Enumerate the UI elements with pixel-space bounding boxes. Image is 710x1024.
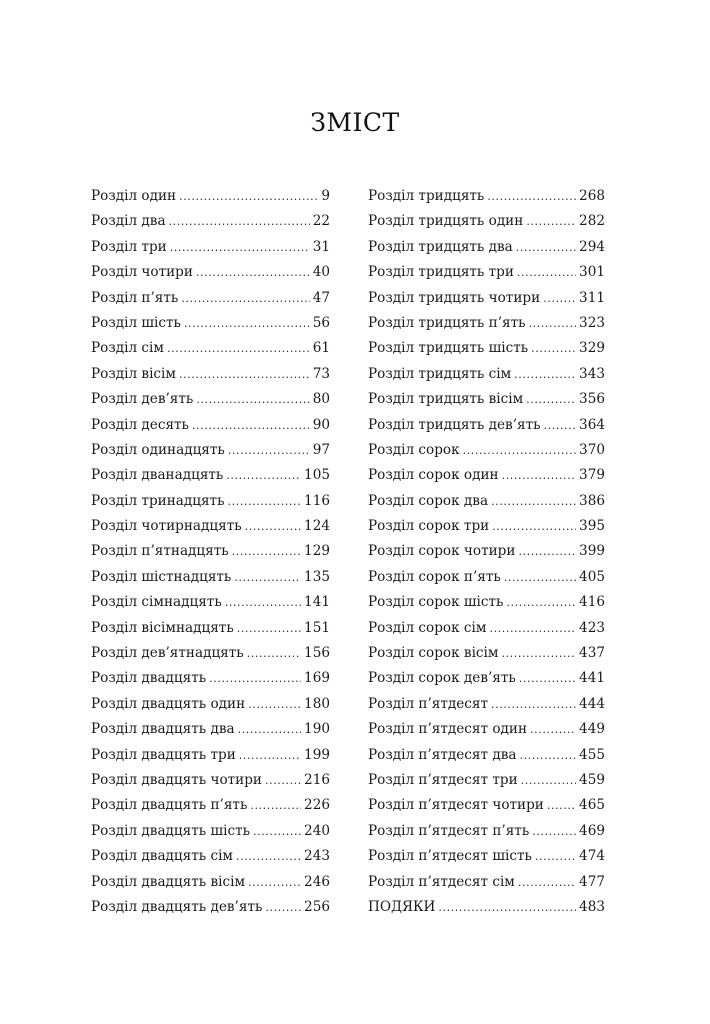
toc-entry-title: Розділ сімнадцять — [91, 594, 222, 611]
toc-entry-title: Розділ сорок дев’ять — [368, 670, 516, 687]
toc-entry-page-number: 56 — [312, 314, 330, 331]
toc-entry — [91, 260, 330, 285]
toc-entry — [368, 565, 605, 590]
toc-entry-page-number: 129 — [304, 543, 330, 560]
toc-entry — [91, 666, 330, 691]
toc-entry-page-number: 465 — [579, 797, 605, 814]
toc-entry-page-number: 116 — [304, 492, 330, 509]
toc-entry-title: Розділ двадцять дев’ять — [91, 898, 263, 915]
toc-entry — [91, 768, 330, 793]
toc-entry — [91, 717, 330, 742]
toc-entry — [368, 336, 605, 361]
toc-entry-title: Розділ шістнадцять — [91, 568, 232, 585]
toc-entry-page-number: 97 — [312, 441, 330, 458]
toc-entry-title: Розділ дев’ятнадцять — [91, 645, 244, 662]
dot-leader — [504, 565, 576, 590]
toc-entry-title: Розділ тридцять три — [368, 264, 514, 281]
dot-leader — [179, 362, 310, 387]
toc-entry-title: Розділ двадцять два — [91, 721, 235, 738]
toc-entry-page-number: 329 — [579, 340, 605, 357]
toc-entry-title: Розділ тридцять — [368, 188, 485, 204]
dot-leader — [514, 362, 576, 387]
toc-entry-title: Розділ сорок чотири — [368, 543, 516, 560]
toc-entry — [91, 235, 330, 260]
dot-leader — [519, 743, 576, 768]
toc-entry — [368, 616, 605, 641]
dot-leader — [487, 184, 576, 209]
toc-entry — [91, 286, 330, 311]
toc-entry-title: Розділ тридцять вісім — [368, 391, 524, 408]
dot-leader — [518, 870, 576, 895]
toc-entry-title: Розділ двадцять шість — [91, 822, 250, 839]
toc-entry — [91, 184, 330, 209]
dot-leader — [265, 768, 301, 793]
toc-entry-page-number: 469 — [579, 822, 605, 839]
toc-entry — [368, 311, 605, 336]
toc-entry-page-number: 483 — [579, 898, 605, 915]
toc-entry-title: Розділ двадцять один — [91, 695, 246, 712]
toc-entry-page-number: 477 — [579, 873, 605, 890]
toc-entry — [368, 641, 605, 666]
dot-leader — [531, 336, 576, 361]
toc-entry-title: Розділ одинадцять — [91, 441, 225, 458]
toc-entry-page-number: 22 — [312, 213, 330, 230]
dot-leader — [529, 311, 577, 336]
toc-entry — [91, 413, 330, 438]
toc-entry-page-number: 61 — [312, 340, 330, 357]
toc-entry-page-number: 370 — [579, 441, 605, 458]
toc-entry-page-number: 395 — [579, 518, 605, 535]
toc-entry-page-number: 246 — [304, 873, 330, 890]
toc-entry-title: Розділ п’ятдесят шість — [368, 848, 532, 865]
toc-entry-page-number: 474 — [579, 848, 605, 865]
toc-entry-title: Розділ п’ять — [91, 289, 179, 306]
dot-leader — [170, 235, 310, 260]
page-title: ЗМІСТ — [310, 108, 400, 137]
toc-entry-page-number: 243 — [304, 848, 330, 865]
toc-entry — [368, 768, 605, 793]
toc-entry-title: Розділ тридцять два — [368, 238, 513, 255]
toc-entry-page-number: 180 — [304, 695, 330, 712]
toc-entry-title: Розділ тридцять чотири — [368, 289, 541, 306]
toc-entry — [91, 616, 330, 641]
toc-entry-title: Розділ тридцять один — [368, 213, 524, 230]
toc-entry-page-number: 124 — [304, 518, 330, 535]
toc-entry — [368, 413, 605, 438]
toc-entry-page-number: 90 — [312, 416, 330, 433]
toc-entry-title: Розділ сорок три — [368, 518, 490, 535]
toc-entry — [368, 743, 605, 768]
toc-entry — [368, 387, 605, 412]
toc-entry-title: Розділ тридцять дев’ять — [368, 416, 541, 433]
toc-entry-page-number: 31 — [312, 238, 330, 255]
toc-entry-page-number: 156 — [304, 645, 330, 662]
dot-leader — [234, 565, 301, 590]
toc-entry-page-number: 199 — [304, 746, 330, 763]
dot-leader — [184, 311, 310, 336]
toc-entry-title: Розділ двадцять п’ять — [91, 797, 248, 814]
toc-entry-title: Розділ двадцять вісім — [91, 873, 246, 890]
toc-entry — [91, 743, 330, 768]
dot-leader — [501, 641, 576, 666]
toc-entry — [368, 184, 605, 209]
dot-leader — [530, 717, 576, 742]
dot-leader — [225, 590, 301, 615]
dot-leader — [247, 641, 301, 666]
dot-leader — [209, 666, 301, 691]
toc-entry — [368, 438, 605, 463]
toc-entry-page-number: 282 — [579, 213, 605, 230]
dot-leader — [226, 463, 301, 488]
toc-entry — [368, 819, 605, 844]
toc-entry-title: Розділ сім — [91, 340, 164, 357]
toc-entry-title: Розділ сорок один — [368, 467, 499, 484]
toc-entry-page-number: 416 — [579, 594, 605, 611]
dot-leader — [237, 616, 301, 641]
toc-entry-page-number: 311 — [579, 289, 605, 306]
toc-entry — [368, 895, 605, 920]
toc-entry-title: Розділ три — [91, 238, 167, 255]
toc-entry-page-number: 9 — [321, 188, 330, 204]
toc-entry-title: Розділ два — [91, 213, 166, 230]
toc-entry-title: Розділ двадцять чотири — [91, 771, 262, 788]
dot-leader — [521, 768, 576, 793]
toc-entry-title: Розділ сорок вісім — [368, 645, 499, 662]
toc-entry — [368, 844, 605, 869]
toc-entry — [91, 539, 330, 564]
toc-entry-title: Розділ вісім — [91, 365, 176, 382]
toc-entry-title: Розділ тридцять шість — [368, 340, 529, 357]
toc-entry-title: Розділ чотирнадцять — [91, 518, 242, 535]
dot-leader — [502, 463, 576, 488]
toc-entry-page-number: 399 — [579, 543, 605, 560]
toc-entry-title: Розділ п’ятдесят чотири — [368, 797, 544, 814]
toc-entry-page-number: 441 — [579, 670, 605, 687]
toc-entry-title: Розділ чотири — [91, 264, 193, 281]
toc-entry — [368, 362, 605, 387]
dot-leader — [227, 489, 301, 514]
dot-leader — [167, 336, 310, 361]
toc-entry-title: Розділ двадцять сім — [91, 848, 234, 865]
toc-entry-title: Розділ п’ятдесят один — [368, 721, 528, 738]
dot-leader — [250, 793, 301, 818]
dot-leader — [228, 438, 310, 463]
toc-entry — [91, 819, 330, 844]
toc-entry-page-number: 40 — [312, 264, 330, 281]
toc-entry — [368, 489, 605, 514]
toc-entry-page-number: 151 — [304, 619, 330, 636]
dot-leader — [535, 844, 576, 869]
toc-entry-page-number: 216 — [304, 771, 330, 788]
toc-entry-page-number: 423 — [579, 619, 605, 636]
toc-entry-page-number: 73 — [312, 365, 330, 382]
dot-leader — [181, 286, 309, 311]
toc-entry-page-number: 80 — [312, 391, 330, 408]
toc-entry-page-number: 386 — [579, 492, 605, 509]
toc-entry-title: Розділ п’ятдесят — [368, 695, 489, 712]
toc-entry — [91, 793, 330, 818]
toc-entry-page-number: 444 — [579, 695, 605, 712]
dot-leader — [519, 666, 576, 691]
toc-entry — [368, 514, 605, 539]
toc-entry-page-number: 301 — [579, 264, 605, 281]
toc-entry-title: Розділ п’ятдесят три — [368, 771, 518, 788]
toc-entry — [91, 438, 330, 463]
toc-entry — [91, 844, 330, 869]
dot-leader — [248, 870, 301, 895]
toc-entry — [91, 870, 330, 895]
dot-leader — [543, 286, 576, 311]
toc-entry-page-number: 190 — [304, 721, 330, 738]
toc-entry-page-number: 449 — [579, 721, 605, 738]
toc-entry-title: Розділ сорок шість — [368, 594, 504, 611]
dot-leader — [239, 743, 301, 768]
toc-entry — [368, 590, 605, 615]
toc-entry-title: Розділ тридцять сім — [368, 365, 512, 382]
toc-entry-page-number: 47 — [312, 289, 330, 306]
dot-leader — [169, 209, 310, 234]
dot-leader — [516, 235, 576, 260]
toc-entry — [91, 895, 330, 920]
toc-entry — [91, 362, 330, 387]
toc-entry — [368, 692, 605, 717]
toc-entry — [368, 793, 605, 818]
dot-leader — [532, 819, 576, 844]
dot-leader — [517, 260, 576, 285]
toc-entry-page-number: 437 — [579, 645, 605, 662]
toc-entry — [91, 641, 330, 666]
toc-entry-page-number: 135 — [304, 568, 330, 585]
toc-entry-title: Розділ тридцять п’ять — [368, 314, 526, 331]
toc-entry-page-number: 455 — [579, 746, 605, 763]
toc-entry-page-number: 105 — [304, 467, 330, 484]
dot-leader — [518, 539, 576, 564]
toc-entry — [368, 260, 605, 285]
dot-leader — [192, 413, 310, 438]
toc-entry — [368, 870, 605, 895]
toc-entry-title: Розділ п’ятнадцять — [91, 543, 229, 560]
toc-entry — [91, 311, 330, 336]
toc-entry-title: Розділ сорок два — [368, 492, 489, 509]
toc-entry-title: Розділ двадцять — [91, 670, 207, 687]
toc-entry-page-number: 356 — [579, 391, 605, 408]
toc-entry — [368, 539, 605, 564]
dot-leader — [245, 514, 301, 539]
toc-entry-page-number: 459 — [579, 771, 605, 788]
toc-entry-title: Розділ дев’ять — [91, 391, 194, 408]
toc-entry-title: Розділ сорок сім — [368, 619, 487, 636]
toc-entry-title: Розділ десять — [91, 416, 189, 433]
toc-entry-page-number: 169 — [304, 670, 330, 687]
toc-entry-title: Розділ тринадцять — [91, 492, 225, 509]
toc-entry-page-number: 240 — [304, 822, 330, 839]
toc-entry-page-number: 379 — [579, 467, 605, 484]
dot-leader — [491, 489, 576, 514]
dot-leader — [526, 209, 576, 234]
toc-entry — [368, 235, 605, 260]
toc-entry-page-number: 268 — [579, 188, 605, 204]
toc-entry — [368, 286, 605, 311]
dot-leader — [544, 413, 577, 438]
dot-leader — [491, 692, 576, 717]
toc-entry-page-number: 141 — [304, 594, 330, 611]
dot-leader — [438, 895, 576, 920]
toc-entry — [368, 463, 605, 488]
dot-leader — [265, 895, 301, 920]
toc-entry — [368, 209, 605, 234]
toc-entry-title: ПОДЯКИ — [368, 898, 436, 915]
dot-leader — [196, 387, 309, 412]
toc-entry — [91, 463, 330, 488]
toc-entry — [91, 590, 330, 615]
toc-entry — [91, 387, 330, 412]
dot-leader — [506, 590, 576, 615]
toc-entry — [91, 565, 330, 590]
toc-entry — [91, 336, 330, 361]
toc-entry-title: Розділ вісімнадцять — [91, 619, 234, 636]
dot-leader — [248, 692, 301, 717]
toc-entry-title: Розділ дванадцять — [91, 467, 224, 484]
toc-entry — [91, 692, 330, 717]
toc-entry-title: Розділ сорок — [368, 441, 460, 458]
toc-entry-page-number: 294 — [579, 238, 605, 255]
toc-entry — [91, 489, 330, 514]
dot-leader — [489, 616, 576, 641]
toc-entry-page-number: 256 — [304, 898, 330, 915]
toc-entry-title: Розділ один — [91, 188, 177, 204]
dot-leader — [253, 819, 301, 844]
dot-leader — [179, 184, 318, 209]
toc-entry — [91, 209, 330, 234]
toc-right-column — [368, 184, 605, 920]
dot-leader — [492, 514, 576, 539]
toc-entry-title: Розділ п’ятдесят два — [368, 746, 517, 763]
toc-entry-page-number: 323 — [579, 314, 605, 331]
dot-leader — [236, 844, 301, 869]
toc-left-column — [91, 184, 330, 920]
dot-leader — [232, 539, 301, 564]
toc-entry-page-number: 364 — [579, 416, 605, 433]
toc-entry-title: Розділ п’ятдесят п’ять — [368, 822, 530, 839]
toc-entry-page-number: 405 — [579, 568, 605, 585]
toc-entry-title: Розділ двадцять три — [91, 746, 236, 763]
toc-entry-title: Розділ шість — [91, 314, 181, 331]
toc-entry — [368, 717, 605, 742]
toc-entry-title: Розділ сорок п’ять — [368, 568, 501, 585]
toc-entry-page-number: 226 — [304, 797, 330, 814]
dot-leader — [238, 717, 301, 742]
toc-entry — [91, 514, 330, 539]
toc-entry-page-number: 343 — [579, 365, 605, 382]
dot-leader — [196, 260, 310, 285]
toc-entry — [368, 666, 605, 691]
toc-entry-title: Розділ п’ятдесят сім — [368, 873, 515, 890]
dot-leader — [547, 793, 576, 818]
dot-leader — [526, 387, 576, 412]
dot-leader — [463, 438, 576, 463]
